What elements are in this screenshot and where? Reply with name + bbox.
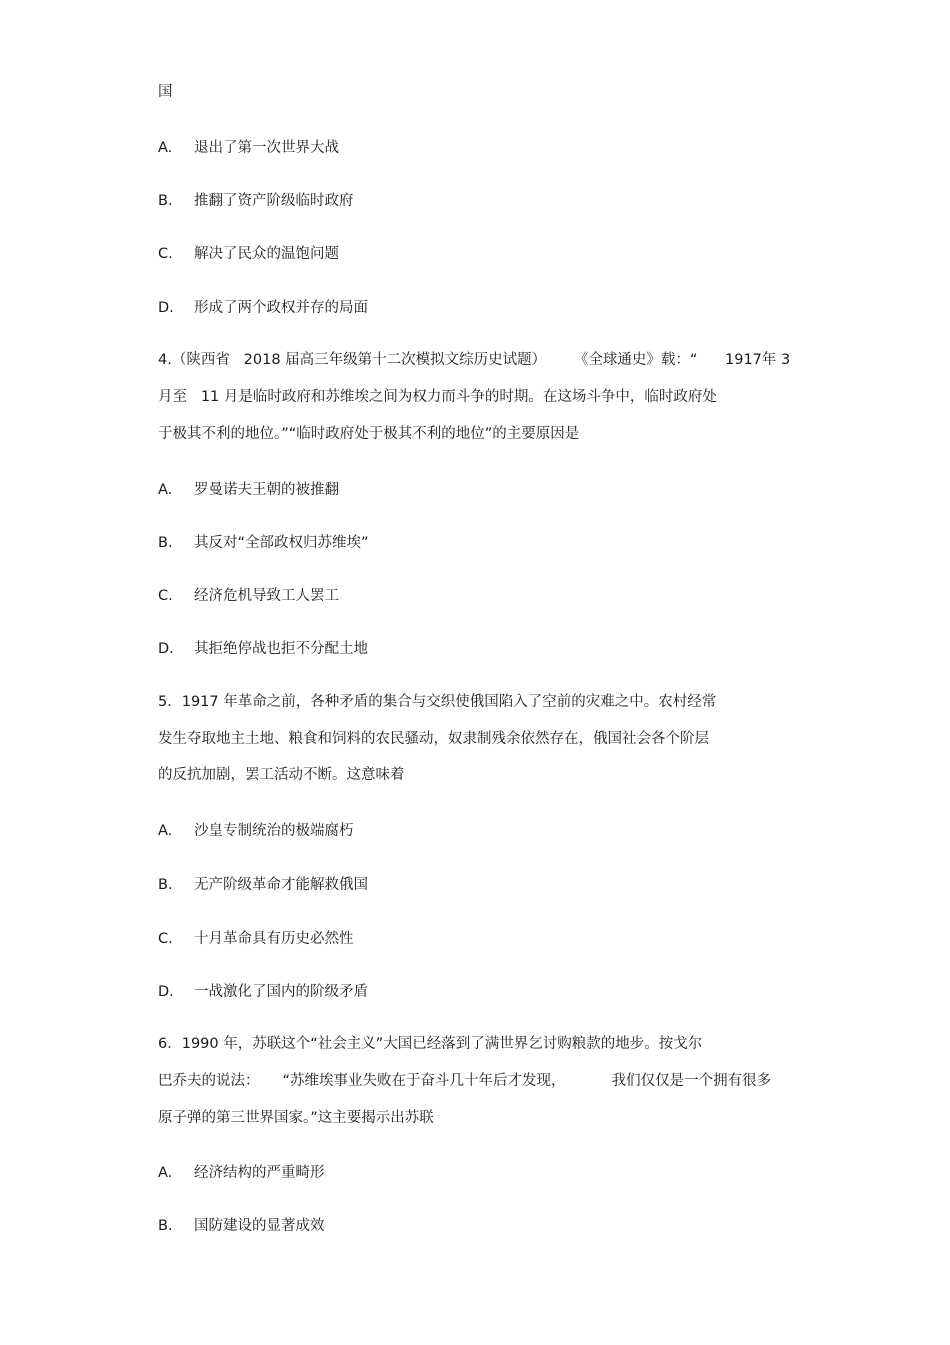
option-text: 国防建设的显著成效: [194, 1218, 325, 1234]
q5-option-d: [158, 982, 368, 1002]
q3-option-b: [158, 191, 354, 211]
q4-option-a: [158, 480, 339, 500]
option-text: 无产阶级革命才能解救俄国: [194, 877, 368, 893]
q4-stem-line-3: 于极其不利的地位。”“临时政府处于极其不利的地位”的主要原因是: [158, 426, 580, 442]
option-letter: D.: [158, 984, 174, 1000]
option-text: 经济危机导致工人罢工: [194, 588, 339, 604]
q5-option-c: [158, 929, 354, 949]
option-text: 一战激化了国内的阶级矛盾: [194, 984, 368, 1000]
q5-option-a: [158, 821, 354, 841]
q6-stem-line-3: 原子弹的第三世界国家。”这主要揭示出苏联: [158, 1110, 434, 1126]
option-text: 其反对“全部政权归苏维埃”: [194, 535, 369, 551]
q4-stem-line-1: 4.（陕西省 2018 届高三年级第十二次模拟文综历史试题） 《全球通史》载：“ 1917年 3: [158, 352, 791, 368]
q5-option-b: [158, 875, 368, 895]
option-letter: C.: [158, 588, 173, 604]
option-letter: B.: [158, 193, 173, 209]
option-text: 罗曼诺夫王朝的被推翻: [194, 482, 339, 498]
option-letter: D.: [158, 300, 174, 316]
q4-option-d: [158, 639, 368, 659]
option-letter: A.: [158, 140, 173, 156]
option-text: 形成了两个政权并存的局面: [194, 300, 368, 316]
q3-option-c: [158, 244, 339, 264]
option-text: 推翻了资产阶级临时政府: [194, 193, 354, 209]
q5-stem-line-1: 5．1917 年革命之前，各种矛盾的集合与交织使俄国陷入了空前的灾难之中。农村经常: [158, 694, 717, 710]
option-letter: D.: [158, 641, 174, 657]
q3-option-a: [158, 138, 339, 158]
q3-option-d: [158, 298, 368, 318]
option-letter: C.: [158, 246, 173, 262]
option-text: 经济结构的严重畸形: [194, 1165, 325, 1181]
q6-stem-line-1: 6．1990 年，苏联这个“社会主义”大国已经落到了满世界乞讨购粮款的地步。按戈尔: [158, 1036, 703, 1052]
q6-stem-line-2: 巴乔夫的说法： “苏维埃事业失败在于奋斗几十年后才发现， 我们仅仅是一个拥有很多: [158, 1073, 772, 1089]
q6-option-a: [158, 1163, 325, 1183]
previous-question-fragment: 国: [158, 84, 173, 100]
q4-option-b: [158, 533, 369, 553]
option-letter: A.: [158, 482, 173, 498]
q4-option-c: [158, 586, 339, 606]
option-text: 沙皇专制统治的极端腐朽: [194, 823, 354, 839]
q4-stem-line-2: 月至 11 月是临时政府和苏维埃之间为权力而斗争的时期。在这场斗争中，临时政府处: [158, 389, 717, 405]
option-text: 十月革命具有历史必然性: [194, 931, 354, 947]
option-letter: B.: [158, 535, 173, 551]
q5-stem-line-2: 发生夺取地主土地、粮食和饲料的农民骚动，奴隶制残余依然存在，俄国社会各个阶层: [158, 731, 709, 747]
option-text: 退出了第一次世界大战: [194, 140, 339, 156]
option-letter: A.: [158, 1165, 173, 1181]
option-letter: B.: [158, 1218, 173, 1234]
q6-option-b: [158, 1216, 325, 1236]
option-text: 其拒绝停战也拒不分配土地: [194, 641, 368, 657]
option-letter: B.: [158, 877, 173, 893]
option-letter: C.: [158, 931, 173, 947]
q5-stem-line-3: 的反抗加剧，罢工活动不断。这意味着: [158, 767, 405, 783]
option-text: 解决了民众的温饱问题: [194, 246, 339, 262]
option-letter: A.: [158, 823, 173, 839]
